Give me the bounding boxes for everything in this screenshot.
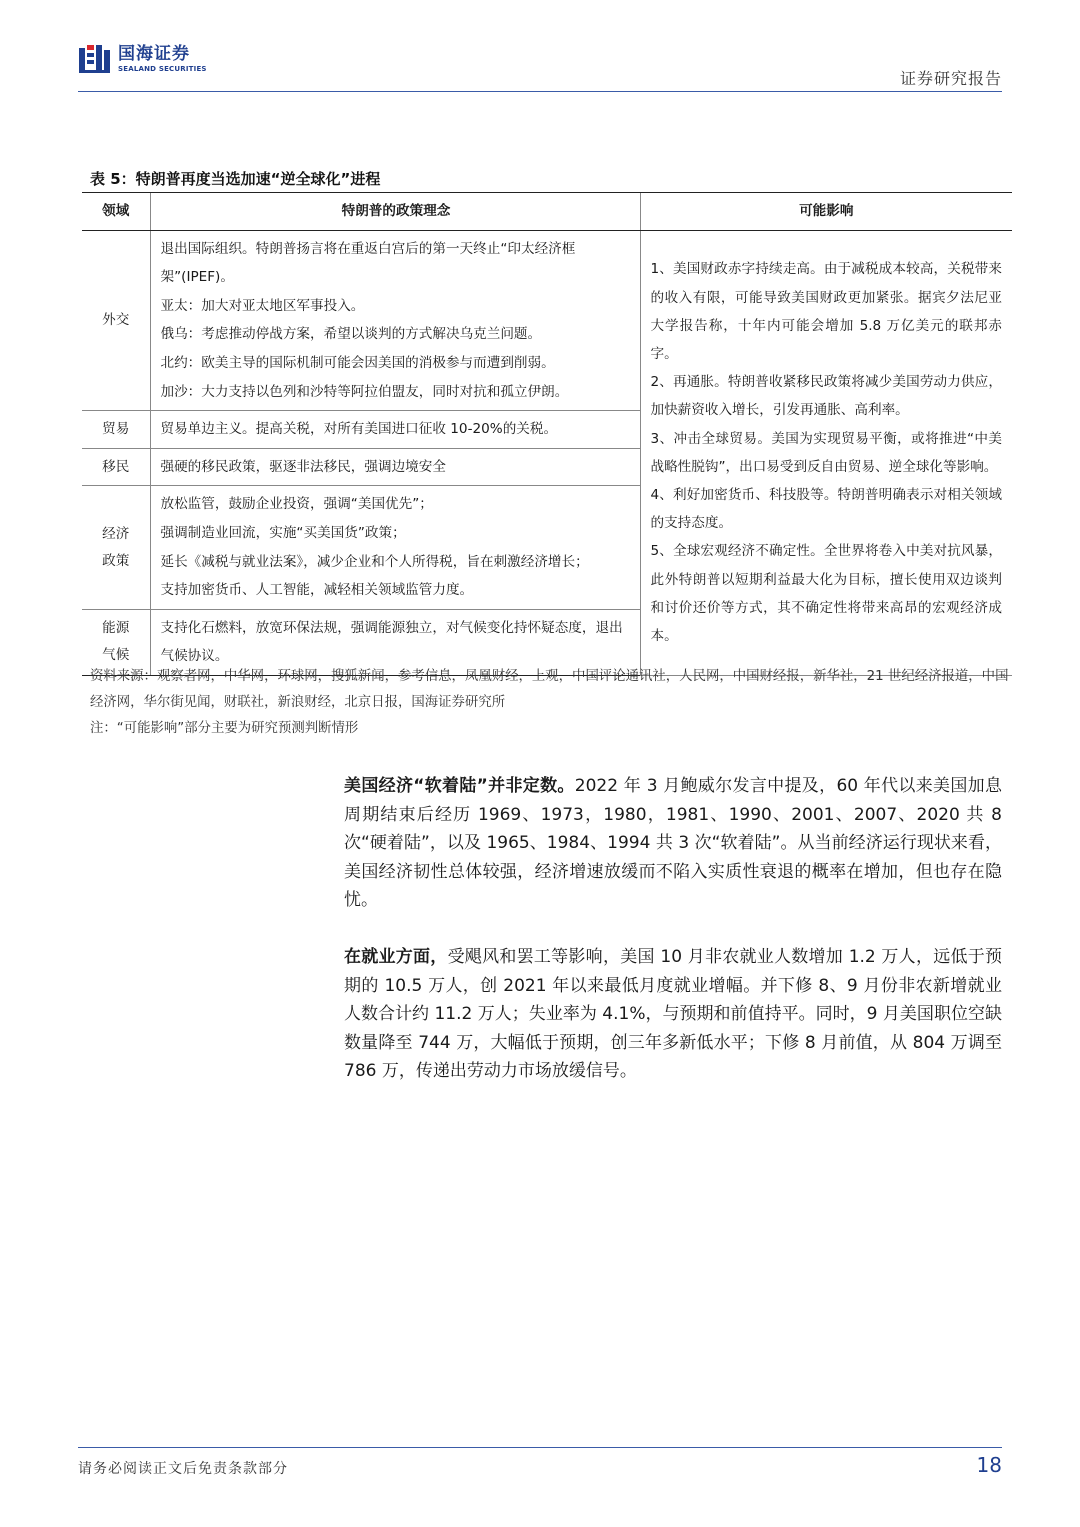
domain-label: 能源 — [102, 620, 130, 637]
policy-line: 放松监管，鼓励企业投资，强调“美国优先”； — [160, 496, 433, 513]
policy-cell — [150, 230, 640, 411]
header-impact: 可能影响 — [640, 193, 1012, 231]
impact-item: 3、冲击全球贸易。美国为实现贸易平衡，或将推进“中美战略性脱钩”，出口易受到反自由贸易、逆全球化等影响。 — [650, 430, 1002, 475]
policy-line: 延长《减税与就业法案》，减少企业和个人所得税，旨在刺激经济增长； — [160, 553, 589, 570]
header-policy: 特朗普的政策理念 — [150, 193, 640, 231]
table-title: 表 5：特朗普再度当选加速“逆全球化”进程 — [90, 170, 381, 188]
logo-cn-text: 国海证券 — [118, 43, 190, 64]
header-divider — [78, 91, 1002, 92]
domain-label: 政策 — [102, 552, 130, 569]
paragraph-lead: 美国经济“软着陆”并非定数。 — [344, 776, 575, 796]
policy-line: 贸易单边主义。提高关税，对所有美国进口征收 10-20%的关税。 — [160, 421, 558, 438]
page-number: 18 — [976, 1453, 1002, 1477]
table-header-row — [82, 193, 1012, 231]
domain-cell — [82, 230, 150, 411]
domain-cell — [82, 448, 150, 486]
policy-cell — [150, 486, 640, 609]
paragraph-lead: 在就业方面， — [344, 947, 448, 967]
policy-line: 支持化石燃料，放宽环保法规，强调能源独立，对气候变化持怀疑态度，退出气候协议。 — [160, 619, 623, 665]
policy-line: 加沙：大力支持以色列和沙特等阿拉伯盟友，同时对抗和孤立伊朗。 — [160, 383, 569, 400]
policy-cell — [150, 411, 640, 449]
page-header — [78, 38, 1002, 90]
sealand-logo — [78, 44, 207, 74]
domain-label: 经济 — [102, 525, 130, 542]
footer-divider — [78, 1447, 1002, 1448]
paragraph-text: 2022 年 3 月鲍威尔发言中提及，60 年代以来美国加息周期结束后经历 1969、1973，1980，1981、1990、2001、2007、2020 共 8 次“硬着陆”，以及 1965、1984、1994 共 3 次“软着陆”。从当前经济运行现状来看，美国经济韧性总体较强，经济增速放缓而不陷入实质性衰退的概率在增加，但也存在隐忧。 — [344, 776, 1002, 911]
footer-disclaimer: 请务必阅读正文后免责条款部分 — [78, 1461, 288, 1477]
policy-cell — [150, 448, 640, 486]
table-row — [82, 230, 1012, 411]
policy-line: 北约：欧美主导的国际机制可能会因美国的消极参与而遭到削弱。 — [160, 354, 555, 371]
body-paragraph — [344, 943, 1002, 1086]
impact-item: 5、全球宏观经济不确定性。全世界将卷入中美对抗风暴，此外特朗普以短期利益最大化为目标，擅长使用双边谈判和讨价还价等方式，其不确定性将带来高昂的宏观经济成本。 — [650, 543, 1002, 644]
table-note: 注：“可能影响”部分主要为研究预测判断情形 — [90, 721, 359, 736]
header-domain: 领域 — [82, 193, 150, 231]
policy-line: 支持加密货币、人工智能，减轻相关领域监管力度。 — [160, 582, 474, 599]
body-paragraph — [344, 772, 1002, 915]
domain-label: 外交 — [102, 311, 130, 328]
policy-line: 退出国际组织。特朗普扬言将在重返白宫后的第一天终止“印太经济框架”(IPEF)。 — [160, 240, 576, 286]
sealand-logo-icon — [78, 44, 112, 74]
policy-line: 强硬的移民政策，驱逐非法移民，强调边境安全 — [160, 458, 446, 475]
table-notes — [90, 664, 1010, 742]
domain-cell — [82, 486, 150, 609]
domain-label: 气候 — [102, 647, 130, 664]
paragraph-text: 受飓风和罢工等影响，美国 10 月非农就业人数增加 1.2 万人，远低于预期的 10.5 万人，创 2021 年以来最低月度就业增幅。并下修 8、9 月份非农新增就业人数合计约 11.2 万人；失业率为 4.1%，与预期和前值持平。同时，9 月美国职位空缺数量降至 744 万，大幅低于预期，创三年多新低水平；下修 8 月前值，从 804 万调至 786 万，传递出劳动力市场放缓信号。 — [344, 947, 1002, 1082]
policy-line: 亚太：加大对亚太地区军事投入。 — [160, 297, 365, 314]
report-type-label: 证券研究报告 — [899, 69, 1002, 88]
table-source: 资料来源：观察者网，中华网，环球网，搜狐新闻，参考信息，凤凰财经，上观，中国评论通讯社，人民网，中国财经报，新华社，21 世纪经济报道，中国经济网，华尔街见闻，财联社，新浪财经，北京日报，国海证券研究所 — [90, 669, 1009, 710]
domain-label: 贸易 — [102, 420, 130, 437]
impact-cell — [640, 230, 1012, 675]
policy-line: 强调制造业回流，实施“买美国货”政策； — [160, 524, 406, 541]
policy-table — [82, 192, 1012, 676]
logo-en-text: SEALAND SECURITIES — [118, 64, 207, 73]
impact-item: 4、利好加密货币、科技股等。特朗普明确表示对相关领域的支持态度。 — [650, 486, 1002, 532]
domain-cell — [82, 411, 150, 449]
domain-label: 移民 — [102, 458, 130, 475]
impact-item: 2、再通胀。特朗普收紧移民政策将减少美国劳动力供应，加快薪资收入增长，引发再通胀、高利率。 — [650, 374, 1002, 419]
policy-line: 俄乌：考虑推动停战方案，希望以谈判的方式解决乌克兰问题。 — [160, 326, 542, 343]
impact-item: 1、美国财政赤字持续走高。由于减税成本较高，关税带来的收入有限，可能导致美国财政更加紧张。据宾夕法尼亚大学报告称，十年内可能会增加 5.8 万亿美元的联邦赤字。 — [650, 261, 1002, 362]
